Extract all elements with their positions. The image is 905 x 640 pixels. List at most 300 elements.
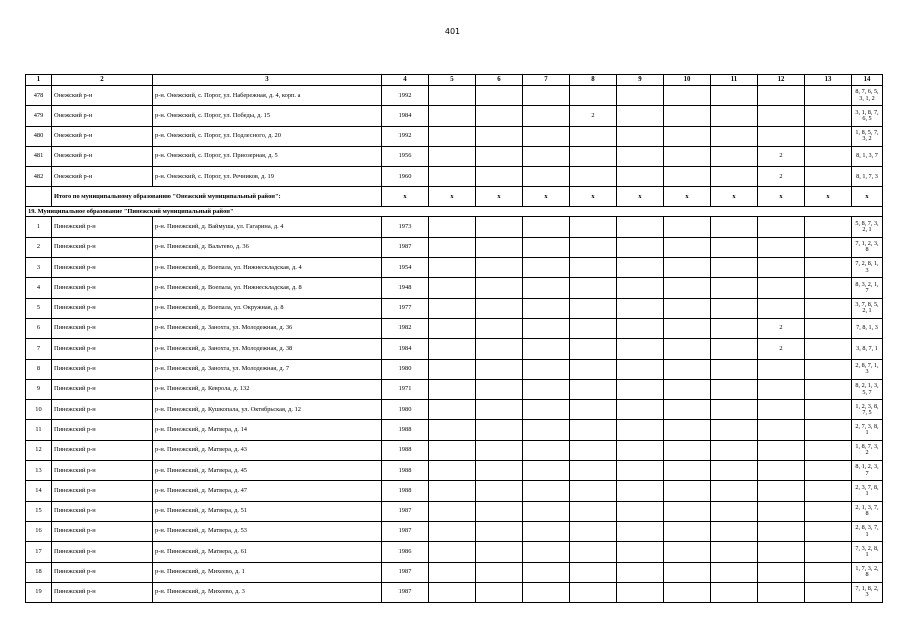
- empty-cell: [805, 258, 852, 278]
- code-cell: 2, 7, 3, 8, 1: [852, 420, 883, 440]
- subtotal-mark: х: [382, 187, 429, 207]
- empty-cell: [429, 278, 476, 298]
- empty-cell: [617, 440, 664, 460]
- empty-cell: [429, 420, 476, 440]
- column-header: 14: [852, 75, 883, 86]
- empty-cell: [711, 359, 758, 379]
- table-row: [26, 501, 883, 521]
- year-cell: 1988: [382, 420, 429, 440]
- address-cell: р-н. Онежский, с. Порог, ул. Приозерная, д. 5: [153, 146, 382, 166]
- column-12-cell: 2: [758, 146, 805, 166]
- address-cell: р-н. Пинежский, д. Матвера, д. 51: [153, 501, 382, 521]
- empty-cell: [429, 379, 476, 399]
- empty-cell: [476, 501, 523, 521]
- address-cell: р-н. Пинежский, д. Кеврола, д. 132: [153, 379, 382, 399]
- column-8-cell: [570, 582, 617, 602]
- column-12-cell: [758, 217, 805, 237]
- year-cell: 1987: [382, 562, 429, 582]
- district-cell: Пинежский р-н: [52, 501, 153, 521]
- empty-cell: [523, 501, 570, 521]
- empty-cell: [476, 379, 523, 399]
- empty-cell: [476, 461, 523, 481]
- empty-cell: [429, 86, 476, 106]
- empty-cell: [664, 86, 711, 106]
- empty-cell: [617, 501, 664, 521]
- empty-cell: [617, 167, 664, 187]
- column-12-cell: [758, 461, 805, 481]
- column-12-cell: [758, 501, 805, 521]
- empty-cell: [523, 278, 570, 298]
- subtotal-row: [26, 187, 883, 207]
- table-row: [26, 217, 883, 237]
- column-8-cell: [570, 237, 617, 257]
- empty-cell: [523, 217, 570, 237]
- empty-cell: [429, 481, 476, 501]
- empty-cell: [805, 420, 852, 440]
- row-number-cell: 480: [26, 126, 52, 146]
- empty-cell: [711, 298, 758, 318]
- empty-cell: [805, 481, 852, 501]
- code-cell: 1, 8, 7, 3, 2: [852, 440, 883, 460]
- row-number-cell: 8: [26, 359, 52, 379]
- address-cell: р-н. Пинежский, д. Матвера, д. 14: [153, 420, 382, 440]
- empty-cell: [805, 440, 852, 460]
- empty-cell: [429, 501, 476, 521]
- address-cell: р-н. Онежский, с. Порог, ул. Речников, д. 19: [153, 167, 382, 187]
- table-row: [26, 521, 883, 541]
- district-cell: Пинежский р-н: [52, 359, 153, 379]
- column-header: 6: [476, 75, 523, 86]
- empty-cell: [429, 461, 476, 481]
- column-number-row: [26, 75, 883, 86]
- empty-cell: [805, 318, 852, 338]
- code-cell: 8, 2, 1, 3, 5, 7: [852, 379, 883, 399]
- row-number-cell: 15: [26, 501, 52, 521]
- empty-cell: [26, 187, 52, 207]
- table-row: [26, 298, 883, 318]
- column-header: 11: [711, 75, 758, 86]
- code-cell: 3, 8, 7, 1: [852, 339, 883, 359]
- empty-cell: [617, 339, 664, 359]
- empty-cell: [711, 237, 758, 257]
- column-8-cell: [570, 217, 617, 237]
- subtotal-mark: х: [617, 187, 664, 207]
- district-cell: Онежский р-н: [52, 106, 153, 126]
- column-8-cell: [570, 501, 617, 521]
- column-8-cell: [570, 359, 617, 379]
- empty-cell: [429, 258, 476, 278]
- table-row: [26, 461, 883, 481]
- address-cell: р-н. Пинежский, д. Матвера, д. 61: [153, 542, 382, 562]
- empty-cell: [711, 217, 758, 237]
- empty-cell: [476, 258, 523, 278]
- table-row: [26, 542, 883, 562]
- column-12-cell: [758, 562, 805, 582]
- column-12-cell: [758, 379, 805, 399]
- empty-cell: [664, 217, 711, 237]
- table-row: [26, 258, 883, 278]
- empty-cell: [664, 562, 711, 582]
- empty-cell: [429, 146, 476, 166]
- district-cell: Пинежский р-н: [52, 217, 153, 237]
- district-cell: Пинежский р-н: [52, 582, 153, 602]
- district-cell: Пинежский р-н: [52, 420, 153, 440]
- year-cell: 1987: [382, 501, 429, 521]
- empty-cell: [476, 440, 523, 460]
- row-number-cell: 6: [26, 318, 52, 338]
- empty-cell: [664, 542, 711, 562]
- subtotal-mark: х: [758, 187, 805, 207]
- empty-cell: [476, 562, 523, 582]
- table-row: [26, 318, 883, 338]
- empty-cell: [476, 167, 523, 187]
- empty-cell: [523, 146, 570, 166]
- empty-cell: [476, 400, 523, 420]
- empty-cell: [429, 440, 476, 460]
- column-8-cell: [570, 258, 617, 278]
- year-cell: 1948: [382, 278, 429, 298]
- address-cell: р-н. Пинежский, д. Матвера, д. 47: [153, 481, 382, 501]
- code-cell: 2, 1, 3, 7, 8: [852, 501, 883, 521]
- code-cell: 8, 1, 7, 3: [852, 167, 883, 187]
- code-cell: 8, 7, 6, 5, 3, 1, 2: [852, 86, 883, 106]
- column-12-cell: [758, 86, 805, 106]
- empty-cell: [617, 318, 664, 338]
- column-12-cell: [758, 106, 805, 126]
- empty-cell: [617, 481, 664, 501]
- empty-cell: [711, 562, 758, 582]
- table-row: [26, 562, 883, 582]
- address-cell: р-н. Пинежский, д. Кушкопала, ул. Октябрьская, д. 12: [153, 400, 382, 420]
- column-8-cell: [570, 167, 617, 187]
- empty-cell: [664, 126, 711, 146]
- empty-cell: [805, 126, 852, 146]
- empty-cell: [711, 258, 758, 278]
- empty-cell: [523, 481, 570, 501]
- code-cell: 1, 7, 3, 2, 8: [852, 562, 883, 582]
- column-12-cell: 2: [758, 318, 805, 338]
- empty-cell: [523, 237, 570, 257]
- empty-cell: [711, 106, 758, 126]
- empty-cell: [664, 420, 711, 440]
- empty-cell: [476, 106, 523, 126]
- empty-cell: [523, 542, 570, 562]
- empty-cell: [805, 461, 852, 481]
- empty-cell: [523, 339, 570, 359]
- empty-cell: [429, 298, 476, 318]
- row-number-cell: 482: [26, 167, 52, 187]
- column-12-cell: [758, 237, 805, 257]
- address-cell: р-н. Пинежский, д. Матвера, д. 45: [153, 461, 382, 481]
- year-cell: 1988: [382, 481, 429, 501]
- column-12-cell: 2: [758, 167, 805, 187]
- empty-cell: [523, 400, 570, 420]
- code-cell: 2, 8, 3, 7, 1: [852, 521, 883, 541]
- year-cell: 1988: [382, 461, 429, 481]
- district-cell: Пинежский р-н: [52, 258, 153, 278]
- address-cell: р-н. Пинежский, д. Ваймуша, ул. Гагарина, д. 4: [153, 217, 382, 237]
- row-number-cell: 479: [26, 106, 52, 126]
- empty-cell: [617, 217, 664, 237]
- column-8-cell: [570, 562, 617, 582]
- empty-cell: [805, 237, 852, 257]
- empty-cell: [617, 86, 664, 106]
- row-number-cell: 1: [26, 217, 52, 237]
- code-cell: 8, 1, 3, 7: [852, 146, 883, 166]
- row-number-cell: 12: [26, 440, 52, 460]
- empty-cell: [429, 400, 476, 420]
- address-cell: р-н. Пинежский, д. Михеево, д. 3: [153, 582, 382, 602]
- table-row: [26, 440, 883, 460]
- empty-cell: [805, 582, 852, 602]
- row-number-cell: 14: [26, 481, 52, 501]
- empty-cell: [711, 400, 758, 420]
- district-cell: Онежский р-н: [52, 86, 153, 106]
- address-cell: р-н. Пинежский, д. Воепала, ул. Нижнескладская, д. 4: [153, 258, 382, 278]
- code-cell: 1, 8, 5, 7, 3, 2: [852, 126, 883, 146]
- table-row: [26, 359, 883, 379]
- district-cell: Пинежский р-н: [52, 521, 153, 541]
- column-8-cell: [570, 400, 617, 420]
- empty-cell: [617, 379, 664, 399]
- subtotal-label: Итого по муниципальному образованию "Онежский муниципальный район":: [52, 187, 382, 207]
- column-header: 8: [570, 75, 617, 86]
- empty-cell: [805, 298, 852, 318]
- district-cell: Пинежский р-н: [52, 461, 153, 481]
- row-number-cell: 478: [26, 86, 52, 106]
- page-number: 401: [444, 27, 461, 36]
- column-12-cell: [758, 298, 805, 318]
- district-cell: Пинежский р-н: [52, 278, 153, 298]
- empty-cell: [617, 359, 664, 379]
- table-row: [26, 582, 883, 602]
- column-header: 10: [664, 75, 711, 86]
- address-cell: р-н. Онежский, с. Порог, ул. Победы, д. 15: [153, 106, 382, 126]
- empty-cell: [523, 420, 570, 440]
- column-header: 12: [758, 75, 805, 86]
- empty-cell: [805, 86, 852, 106]
- empty-cell: [429, 542, 476, 562]
- row-number-cell: 5: [26, 298, 52, 318]
- empty-cell: [617, 106, 664, 126]
- empty-cell: [429, 318, 476, 338]
- empty-cell: [523, 86, 570, 106]
- address-cell: р-н. Пинежский, д. Матвера, д. 43: [153, 440, 382, 460]
- column-12-cell: [758, 582, 805, 602]
- empty-cell: [429, 217, 476, 237]
- column-8-cell: [570, 521, 617, 541]
- empty-cell: [664, 379, 711, 399]
- empty-cell: [664, 258, 711, 278]
- empty-cell: [523, 461, 570, 481]
- empty-cell: [476, 542, 523, 562]
- empty-cell: [523, 167, 570, 187]
- empty-cell: [711, 167, 758, 187]
- empty-cell: [617, 562, 664, 582]
- column-12-cell: [758, 400, 805, 420]
- year-cell: 1987: [382, 521, 429, 541]
- empty-cell: [523, 582, 570, 602]
- empty-cell: [711, 481, 758, 501]
- empty-cell: [617, 298, 664, 318]
- table-row: [26, 400, 883, 420]
- address-cell: р-н. Пинежский, д. Занохта, ул. Молодежная, д. 38: [153, 339, 382, 359]
- empty-cell: [805, 542, 852, 562]
- district-cell: Онежский р-н: [52, 167, 153, 187]
- column-8-cell: [570, 86, 617, 106]
- table-row: [26, 379, 883, 399]
- year-cell: 1973: [382, 217, 429, 237]
- column-12-cell: [758, 420, 805, 440]
- empty-cell: [617, 146, 664, 166]
- code-cell: 3, 7, 8, 5, 2, 1: [852, 298, 883, 318]
- empty-cell: [711, 461, 758, 481]
- empty-cell: [617, 278, 664, 298]
- empty-cell: [805, 146, 852, 166]
- empty-cell: [805, 359, 852, 379]
- empty-cell: [617, 461, 664, 481]
- empty-cell: [711, 86, 758, 106]
- code-cell: 7, 8, 1, 3: [852, 318, 883, 338]
- empty-cell: [476, 146, 523, 166]
- code-cell: 7, 1, 8, 2, 3: [852, 582, 883, 602]
- empty-cell: [711, 318, 758, 338]
- row-number-cell: 17: [26, 542, 52, 562]
- table-row: [26, 278, 883, 298]
- year-cell: 1960: [382, 167, 429, 187]
- empty-cell: [429, 562, 476, 582]
- code-cell: 3, 1, 8, 7, 6, 5: [852, 106, 883, 126]
- empty-cell: [617, 582, 664, 602]
- empty-cell: [523, 258, 570, 278]
- empty-cell: [664, 106, 711, 126]
- empty-cell: [523, 126, 570, 146]
- year-cell: 1986: [382, 542, 429, 562]
- empty-cell: [711, 339, 758, 359]
- column-12-cell: [758, 521, 805, 541]
- column-8-cell: [570, 278, 617, 298]
- column-header: 3: [153, 75, 382, 86]
- empty-cell: [523, 106, 570, 126]
- table-row: [26, 86, 883, 106]
- address-cell: р-н. Пинежский, д. Матвера, д. 53: [153, 521, 382, 541]
- district-cell: Пинежский р-н: [52, 318, 153, 338]
- empty-cell: [617, 420, 664, 440]
- district-cell: Пинежский р-н: [52, 440, 153, 460]
- column-12-cell: 2: [758, 339, 805, 359]
- year-cell: 1984: [382, 339, 429, 359]
- empty-cell: [805, 217, 852, 237]
- subtotal-mark: х: [570, 187, 617, 207]
- empty-cell: [429, 582, 476, 602]
- column-12-cell: [758, 481, 805, 501]
- empty-cell: [664, 521, 711, 541]
- code-cell: 7, 3, 2, 8, 1: [852, 542, 883, 562]
- district-cell: Пинежский р-н: [52, 562, 153, 582]
- column-header: 1: [26, 75, 52, 86]
- empty-cell: [476, 359, 523, 379]
- district-cell: Пинежский р-н: [52, 298, 153, 318]
- column-header: 4: [382, 75, 429, 86]
- subtotal-mark: х: [429, 187, 476, 207]
- empty-cell: [476, 217, 523, 237]
- empty-cell: [805, 106, 852, 126]
- column-12-cell: [758, 278, 805, 298]
- year-cell: 1992: [382, 126, 429, 146]
- year-cell: 1984: [382, 106, 429, 126]
- empty-cell: [805, 501, 852, 521]
- empty-cell: [711, 379, 758, 399]
- column-8-cell: [570, 461, 617, 481]
- table-row: [26, 126, 883, 146]
- empty-cell: [805, 379, 852, 399]
- row-number-cell: 11: [26, 420, 52, 440]
- empty-cell: [476, 126, 523, 146]
- subtotal-mark: х: [523, 187, 570, 207]
- empty-cell: [523, 379, 570, 399]
- table-row: [26, 420, 883, 440]
- empty-cell: [617, 542, 664, 562]
- address-cell: р-н. Онежский, с. Порог, ул. Подлесного, д. 20: [153, 126, 382, 146]
- code-cell: 7, 2, 8, 1, 3: [852, 258, 883, 278]
- empty-cell: [664, 298, 711, 318]
- year-cell: 1987: [382, 582, 429, 602]
- empty-cell: [664, 146, 711, 166]
- code-cell: 2, 8, 7, 1, 3: [852, 359, 883, 379]
- empty-cell: [429, 126, 476, 146]
- empty-cell: [617, 258, 664, 278]
- district-cell: Пинежский р-н: [52, 339, 153, 359]
- district-cell: Пинежский р-н: [52, 400, 153, 420]
- column-8-cell: [570, 420, 617, 440]
- empty-cell: [664, 237, 711, 257]
- code-cell: 1, 2, 3, 8, 7, 5: [852, 400, 883, 420]
- year-cell: 1982: [382, 318, 429, 338]
- empty-cell: [476, 582, 523, 602]
- column-12-cell: [758, 440, 805, 460]
- empty-cell: [711, 521, 758, 541]
- table-row: [26, 237, 883, 257]
- empty-cell: [664, 440, 711, 460]
- column-header: 5: [429, 75, 476, 86]
- section-header-row: [26, 207, 883, 217]
- row-number-cell: 7: [26, 339, 52, 359]
- address-cell: р-н. Пинежский, д. Занохта, ул. Молодежная, д. 7: [153, 359, 382, 379]
- empty-cell: [523, 359, 570, 379]
- empty-cell: [711, 146, 758, 166]
- empty-cell: [429, 521, 476, 541]
- table-row: [26, 106, 883, 126]
- row-number-cell: 18: [26, 562, 52, 582]
- empty-cell: [476, 420, 523, 440]
- subtotal-mark: х: [476, 187, 523, 207]
- column-8-cell: [570, 126, 617, 146]
- row-number-cell: 2: [26, 237, 52, 257]
- empty-cell: [711, 420, 758, 440]
- empty-cell: [711, 582, 758, 602]
- column-8-cell: 2: [570, 106, 617, 126]
- column-8-cell: [570, 542, 617, 562]
- row-number-cell: 13: [26, 461, 52, 481]
- column-8-cell: [570, 481, 617, 501]
- empty-cell: [711, 278, 758, 298]
- code-cell: 5, 8, 7, 3, 2, 1: [852, 217, 883, 237]
- district-cell: Пинежский р-н: [52, 237, 153, 257]
- year-cell: 1954: [382, 258, 429, 278]
- column-header: 9: [617, 75, 664, 86]
- column-8-cell: [570, 379, 617, 399]
- district-cell: Пинежский р-н: [52, 542, 153, 562]
